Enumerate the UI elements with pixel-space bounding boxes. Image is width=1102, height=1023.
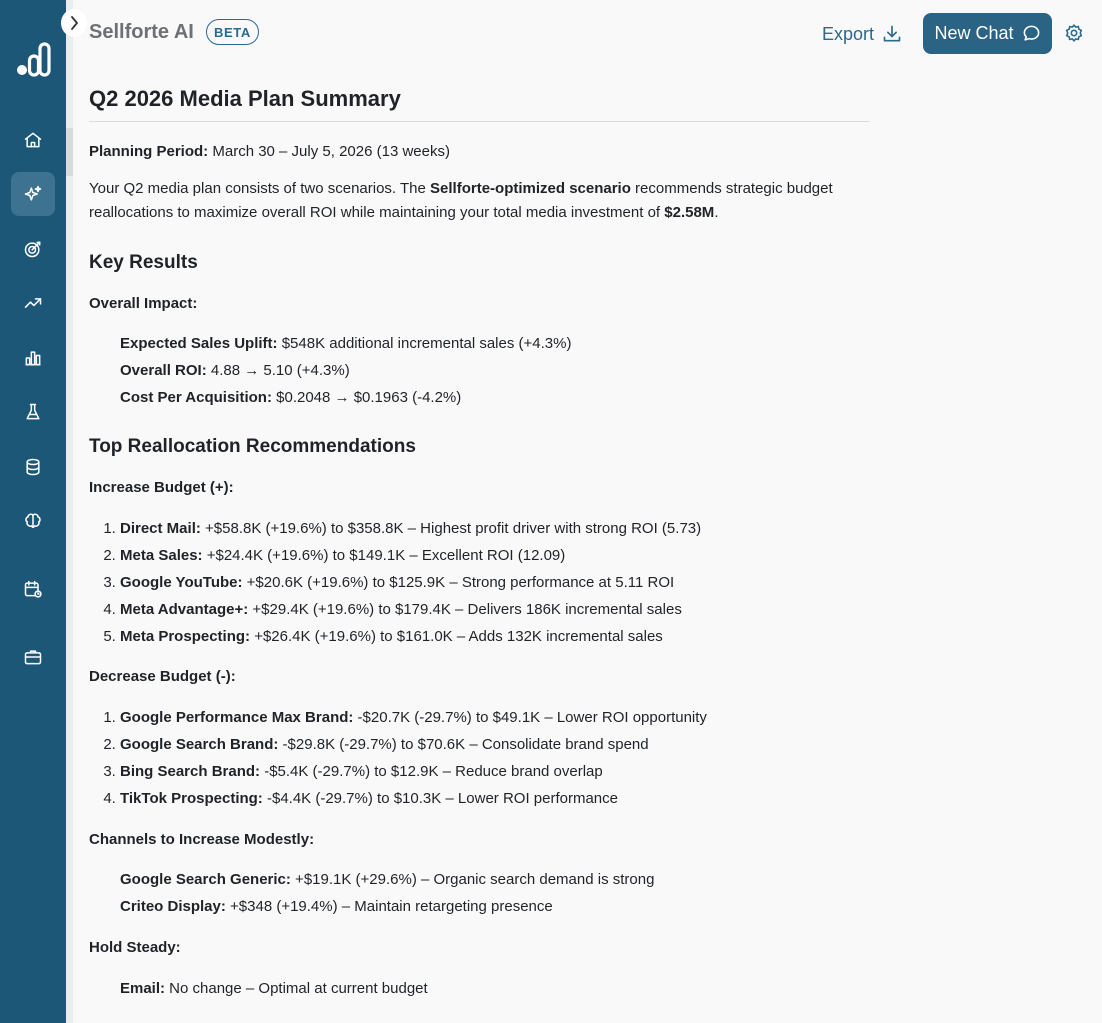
sidebar-item-targets[interactable] [11,227,55,271]
gear-icon [1064,23,1084,43]
list-item [120,866,870,893]
modest-list [89,866,870,920]
item-value: +$58.8K (+19.6%) to $358.8K – Highest profit driver with strong ROI (5.73) [200,520,702,537]
item-label: Google Search Generic: [120,871,291,888]
item-value: $548K additional incremental sales (+4.3%) [277,335,572,352]
list-item [120,569,870,596]
home-icon [23,130,43,150]
section-label: Channels to Increase Modestly: [89,831,315,848]
sidebar [0,0,66,1023]
list-item [120,893,870,920]
modest-label [89,826,870,853]
item-label: Google Performance Max Brand: [120,709,354,726]
item-label: Meta Prospecting: [120,628,251,645]
item-value: +$348 (+19.4%) – Maintain retargeting presence [225,898,553,915]
overall-impact-label [89,290,870,317]
database-icon [23,457,43,477]
section-label: Decrease Budget (-): [89,668,236,685]
scrollbar-thumb[interactable] [66,128,73,176]
flask-icon [23,402,43,422]
item-value: +$29.4K (+19.6%) to $179.4K – Delivers 186K incremental sales [248,601,682,618]
item-value: -$4.4K (-29.7%) to $10.3K – Lower ROI performance [262,790,618,807]
list-item [120,596,870,623]
reallocation-heading: Top Reallocation Recommendations [89,436,416,457]
item-label: Overall ROI: [120,362,207,379]
item-label: Criteo Display: [120,898,226,915]
sidebar-item-portfolio[interactable] [11,635,55,679]
sidebar-item-trends[interactable] [11,281,55,325]
item-value: No change – Optimal at current budget [165,980,428,997]
increase-list [89,515,870,650]
key-results-heading: Key Results [89,252,198,273]
decrease-list [89,704,870,812]
increase-label [89,474,870,501]
section-label: Overall Impact: [89,295,198,312]
chevron-right-icon [68,15,80,31]
trending-up-icon [23,293,43,313]
intro-paragraph [89,177,870,225]
new-chat-button[interactable] [923,13,1052,54]
sidebar-item-experiments[interactable] [11,390,55,434]
settings-button[interactable] [1064,23,1084,43]
intro-amount: $2.58M [664,204,715,221]
list-item [120,542,870,569]
list-item [120,731,870,758]
export-button[interactable] [822,21,902,47]
sidebar-item-planner[interactable] [11,567,55,611]
list-item [120,975,870,1002]
list-item [120,758,870,785]
item-label: Meta Sales: [120,547,203,564]
section-label: Hold Steady: [89,939,181,956]
bar-chart-icon [23,348,43,368]
sidebar-item-data[interactable] [11,445,55,489]
chat-bubble-icon [1022,24,1041,43]
briefcase-icon [23,647,43,667]
section-label: Increase Budget (+): [89,479,234,496]
new-chat-label: New Chat [934,23,1014,43]
item-label: Meta Advantage+: [120,601,249,618]
item-value: -$29.8K (-29.7%) to $70.6K – Consolidate brand spend [278,736,649,753]
beta-badge: BETA [206,19,259,45]
item-value: +$19.1K (+29.6%) – Organic search demand is strong [290,871,655,888]
item-label: TikTok Prospecting: [120,790,263,807]
chat-response [89,86,870,1002]
item-value: +$26.4K (+19.6%) to $161.0K – Adds 132K incremental sales [250,628,663,645]
list-item [120,330,870,357]
item-label: Email: [120,980,166,997]
sidebar-item-home[interactable] [11,118,55,162]
impact-list [89,330,870,411]
item-label: Google YouTube: [120,574,243,591]
item-value: +$24.4K (+19.6%) to $149.1K – Excellent ROI (12.09) [202,547,566,564]
list-item [120,704,870,731]
item-label: Cost Per Acquisition: [120,389,272,406]
planning-period [89,138,870,165]
intro-text: recommends strategic budget reallocations to maximize overall ROI while maintaining your total media investment of [89,180,833,221]
planning-value: March 30 – July 5, 2026 (13 weeks) [208,143,450,160]
export-label: Export [822,23,875,44]
intro-text: Your Q2 media plan consists of two scenarios. The [89,180,431,197]
calendar-icon [23,579,43,599]
list-item [120,357,870,384]
page-title: Q2 2026 Media Plan Summary [89,86,870,122]
item-value: 4.88 → 5.10 (+4.3%) [206,362,350,379]
list-item [120,785,870,812]
hold-list [89,975,870,1002]
sidebar-item-ai-chat[interactable] [11,172,55,216]
item-value: -$20.7K (-29.7%) to $49.1K – Lower ROI opportunity [353,709,707,726]
app-title: Sellforte AI [89,21,194,43]
item-value: $0.2048 → $0.1963 (-4.2%) [271,389,462,406]
intro-bold: Sellforte-optimized scenario [430,180,631,197]
target-icon [23,239,43,259]
item-value: +$20.6K (+19.6%) to $125.9K – Strong performance at 5.11 ROI [242,574,675,591]
download-icon [882,24,902,44]
brain-icon [23,511,43,531]
intro-text: . [714,204,719,221]
list-item [120,384,870,411]
sellforte-logo[interactable] [15,41,51,77]
sparkles-icon [23,184,43,204]
planning-label: Planning Period: [89,143,209,160]
item-label: Expected Sales Uplift: [120,335,278,352]
sidebar-item-reports[interactable] [11,336,55,380]
item-value: -$5.4K (-29.7%) to $12.9K – Reduce brand overlap [260,763,603,780]
sidebar-item-insights[interactable] [11,499,55,543]
decrease-label [89,663,870,690]
hold-label [89,934,870,961]
item-label: Direct Mail: [120,520,201,537]
item-label: Bing Search Brand: [120,763,261,780]
list-item [120,623,870,650]
sidebar-toggle-button[interactable] [61,9,87,37]
item-label: Google Search Brand: [120,736,279,753]
list-item [120,515,870,542]
